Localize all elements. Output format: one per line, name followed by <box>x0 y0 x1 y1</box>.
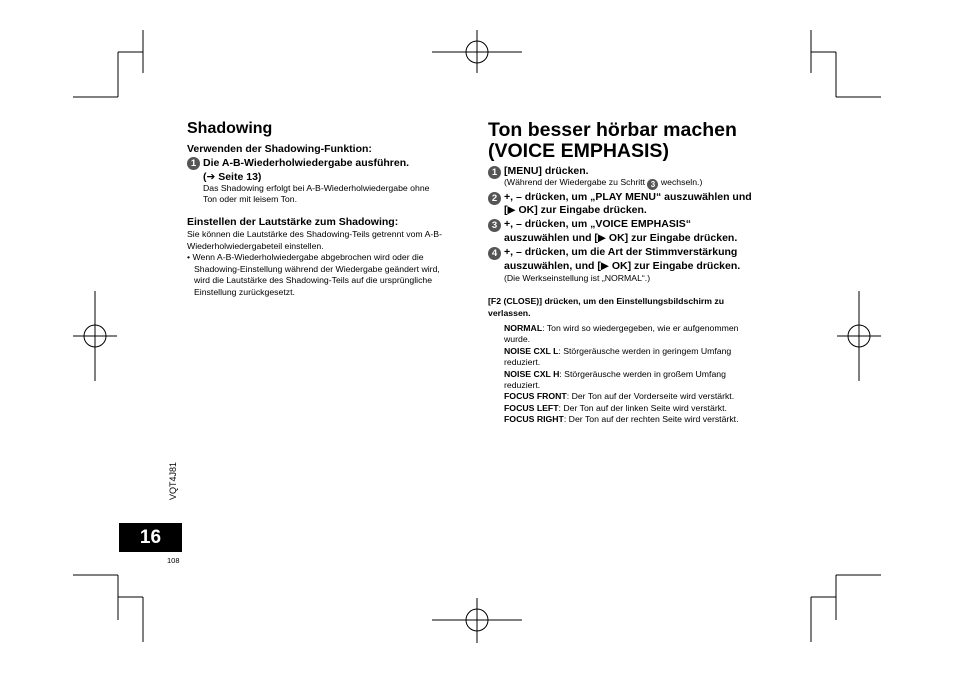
emphasis-option-desc: : Störgeräusche werden in geringem Umfang <box>558 345 732 356</box>
emphasis-option-name: FOCUS FRONT <box>504 391 567 402</box>
emphasis-option-desc: : Der Ton auf der linken Seite wird verstärkt. <box>558 402 727 413</box>
volume-bullet-4: Einstellung zurückgesetzt. <box>194 287 295 297</box>
close-instruction-1: [F2 (CLOSE)] drücken, um den Einstellungsbildschirm zu <box>488 296 725 306</box>
voice-emphasis-title-1: Ton besser hörbar machen <box>488 119 737 141</box>
step-number: 3 <box>488 219 501 232</box>
ve-step4-line2: auszuwählen, und [▶ OK] zur Eingabe drücken. <box>504 260 741 272</box>
volume-bullet-3: wird die Lautstärke des Shadowing-Teils auf die ursprüngliche <box>194 275 433 285</box>
model-code: VQT4J81 <box>168 461 178 500</box>
close-instruction-2: verlassen. <box>488 308 531 318</box>
emphasis-option-desc: : Störgeräusche werden in großem Umfang <box>559 368 726 379</box>
emphasis-options-list <box>504 323 774 426</box>
shadowing-step1-ref: (➔ Seite 13) <box>203 171 262 183</box>
step-number-inline: 3 <box>647 179 658 190</box>
volume-text-1: Sie können die Lautstärke des Shadowing-Teils getrennt vom A-B- <box>187 229 442 239</box>
emphasis-option <box>504 369 774 380</box>
emphasis-option-desc-cont: reduziert. <box>504 380 541 391</box>
emphasis-option-desc-cont: wurde. <box>504 334 531 345</box>
shadowing-step1-line1: Die A-B-Wiederholwiedergabe ausführen. <box>203 157 410 169</box>
step-number: 1 <box>187 157 200 170</box>
emphasis-option-name: NOISE CXL L <box>504 345 559 356</box>
shadowing-step1-desc2: Ton oder mit leisem Ton. <box>203 194 297 204</box>
ve-step3-line2: auszuwählen und [▶ OK] zur Eingabe drücken. <box>504 232 738 244</box>
emphasis-option-desc: : Der Ton auf der Vorderseite wird verstärkt. <box>566 391 735 402</box>
page-number-small: 108 <box>167 556 180 565</box>
emphasis-option-name: FOCUS LEFT <box>504 402 559 413</box>
shadowing-title: Shadowing <box>187 120 273 137</box>
shadowing-intro: Verwenden der Shadowing-Funktion: <box>187 143 372 155</box>
emphasis-option-name: NORMAL <box>504 323 543 333</box>
emphasis-option-name: NOISE CXL H <box>504 368 560 379</box>
ve-step4-line1: +, – drücken, um die Art der Stimmverstärkung <box>504 246 738 258</box>
emphasis-option <box>504 346 774 357</box>
ve-step2-line2: [▶ OK] zur Eingabe drücken. <box>504 204 647 216</box>
ve-step2-line1: +, – drücken, um „PLAY MENU“ auszuwählen und <box>504 191 752 203</box>
step-number: 1 <box>488 166 501 179</box>
step-number: 4 <box>488 247 501 260</box>
emphasis-option <box>504 323 774 334</box>
page-number: 16 <box>119 523 182 552</box>
shadowing-step1-desc1: Das Shadowing erfolgt bei A-B-Wiederholwiedergabe ohne <box>203 183 430 193</box>
emphasis-option-name: FOCUS RIGHT <box>504 414 564 425</box>
voice-emphasis-title-2: (VOICE EMPHASIS) <box>488 140 669 162</box>
emphasis-option <box>504 391 774 402</box>
volume-bullet-1: • Wenn A-B-Wiederholwiedergabe abgebrochen wird oder die <box>187 252 424 262</box>
ve-step4-note: (Die Werkseinstellung ist „NORMAL“.) <box>504 273 651 283</box>
emphasis-option-desc: : Der Ton auf der rechten Seite wird verstärkt. <box>563 414 739 425</box>
emphasis-option <box>504 403 774 414</box>
volume-bullet-2: Shadowing-Einstellung während der Wiedergabe geändert wird, <box>194 264 440 274</box>
ve-step1-note: (Während der Wiedergabe zu Schritt 3 wechseln.) <box>504 177 703 189</box>
volume-heading: Einstellen der Lautstärke zum Shadowing: <box>187 216 399 228</box>
ve-step1-text: [MENU] drücken. <box>504 165 589 177</box>
emphasis-option <box>504 414 774 425</box>
volume-text-2: Wiederholwiedergabeteil einstellen. <box>187 241 324 251</box>
step-number: 2 <box>488 192 501 205</box>
emphasis-option-desc-cont: reduziert. <box>504 357 541 368</box>
emphasis-option-desc: : Ton wird so wiedergegeben, wie er aufgenommen <box>542 323 739 333</box>
ve-step3-line1: +, – drücken, um „VOICE EMPHASIS“ <box>504 218 692 230</box>
